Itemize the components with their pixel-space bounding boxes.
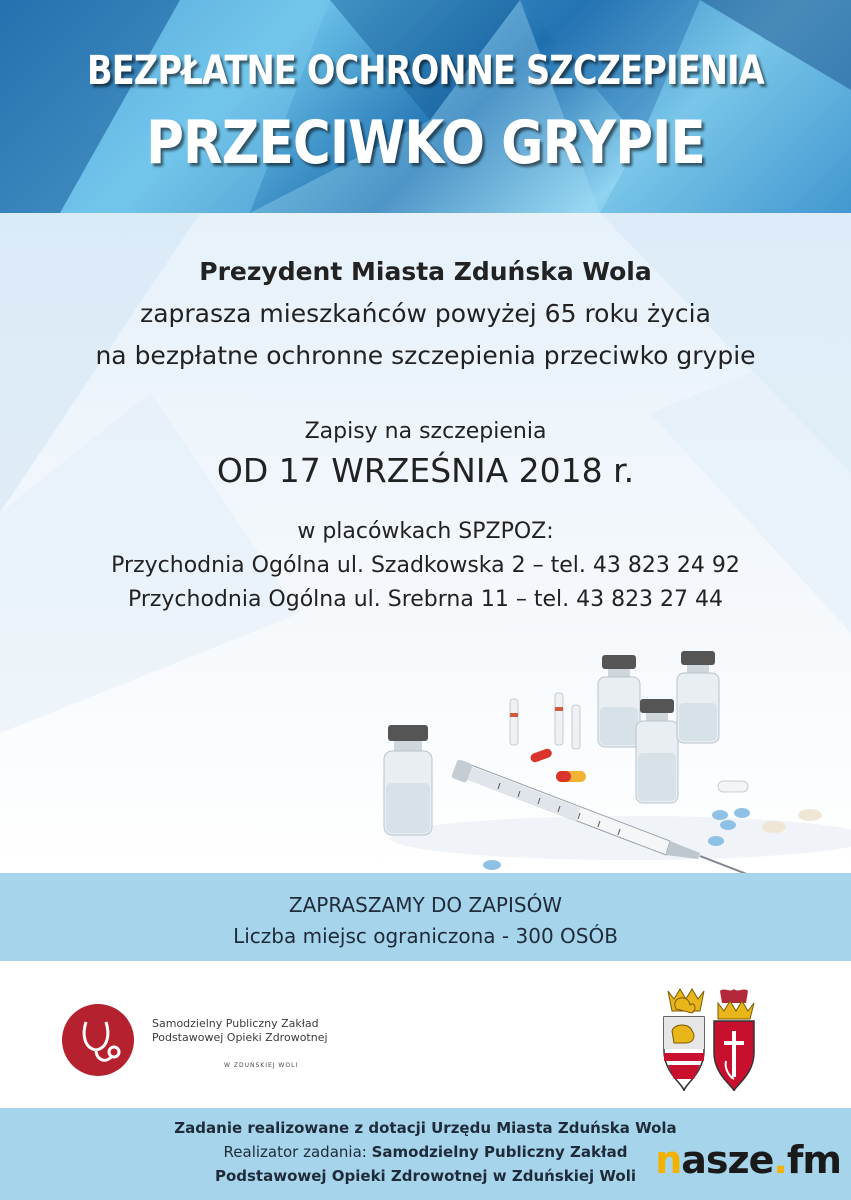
header-title-line1: BEZPŁATNE OCHRONNE SZCZEPIENIA [87,48,764,94]
footer-realizer-name-cont: Podstawowej Opieki Zdrowotnej w Zduńskiej Woli [214,1167,637,1185]
header-title-line2: PRZECIWKO GRYPIE [146,108,705,178]
clinic-address-2: Przychodnia Ogólna ul. Srebrna 11 – tel. 43 823 27 44 [127,587,724,612]
main-content [0,213,851,873]
banner-limit: Liczba miejsc ograniczona - 300 OSÓB [233,924,618,948]
header-facet-pattern [0,0,851,213]
ampoule-icon [510,693,580,749]
places-label: w placówkach SPZPOZ: [297,519,554,544]
spzpoz-name [152,1017,328,1045]
footer-realizer-prefix: Realizator zadania: [223,1143,372,1161]
vial-icon [677,651,719,743]
watermark-asze: asze [681,1138,774,1182]
header-banner [0,0,851,213]
watermark-n: n [655,1138,682,1182]
footer-realizer-name: Samodzielny Publiczny Zakład [371,1143,628,1161]
registration-banner [0,873,851,961]
watermark-dot: . [773,1138,787,1182]
spzpoz-location: W ZDUŃSKIEJ WOLI [224,1062,299,1069]
spzpoz-logo-icon [62,1004,134,1076]
banner-invite: ZAPRASZAMY DO ZAPISÓW [288,893,563,917]
mayor-heading: Prezydent Miasta Zduńska Wola [199,257,652,286]
clinic-address-1: Przychodnia Ogólna ul. Szadkowska 2 – tel. 43 823 24 92 [111,553,740,578]
registration-date: OD 17 WRZEŚNIA 2018 r. [216,451,635,490]
spzpoz-name-line2: Podstawowej Opieki Zdrowotnej [152,1031,328,1044]
vial-icon [598,655,640,747]
registration-label: Zapisy na szczepienia [304,419,547,444]
spzpoz-name-line1: Samodzielny Publiczny Zakład [152,1017,319,1030]
invitation-text: zaprasza mieszkańców powyżej 65 roku życia [140,299,711,328]
logos-section [0,961,851,1108]
vaccine-illustration [370,633,851,873]
free-vaccination-text: na bezpłatne ochronne szczepienia przeciwko grypie [95,341,756,370]
footer-funding: Zadanie realizowane z dotacji Urzędu Miasta Zduńska Wola [174,1119,677,1137]
city-crest-lion-icon [660,987,708,1093]
city-crest-sword-icon [710,987,758,1093]
watermark-fm: fm [786,1138,841,1182]
vial-icon [636,699,678,803]
watermark-logo [655,1138,841,1182]
vial-icon [384,725,432,835]
